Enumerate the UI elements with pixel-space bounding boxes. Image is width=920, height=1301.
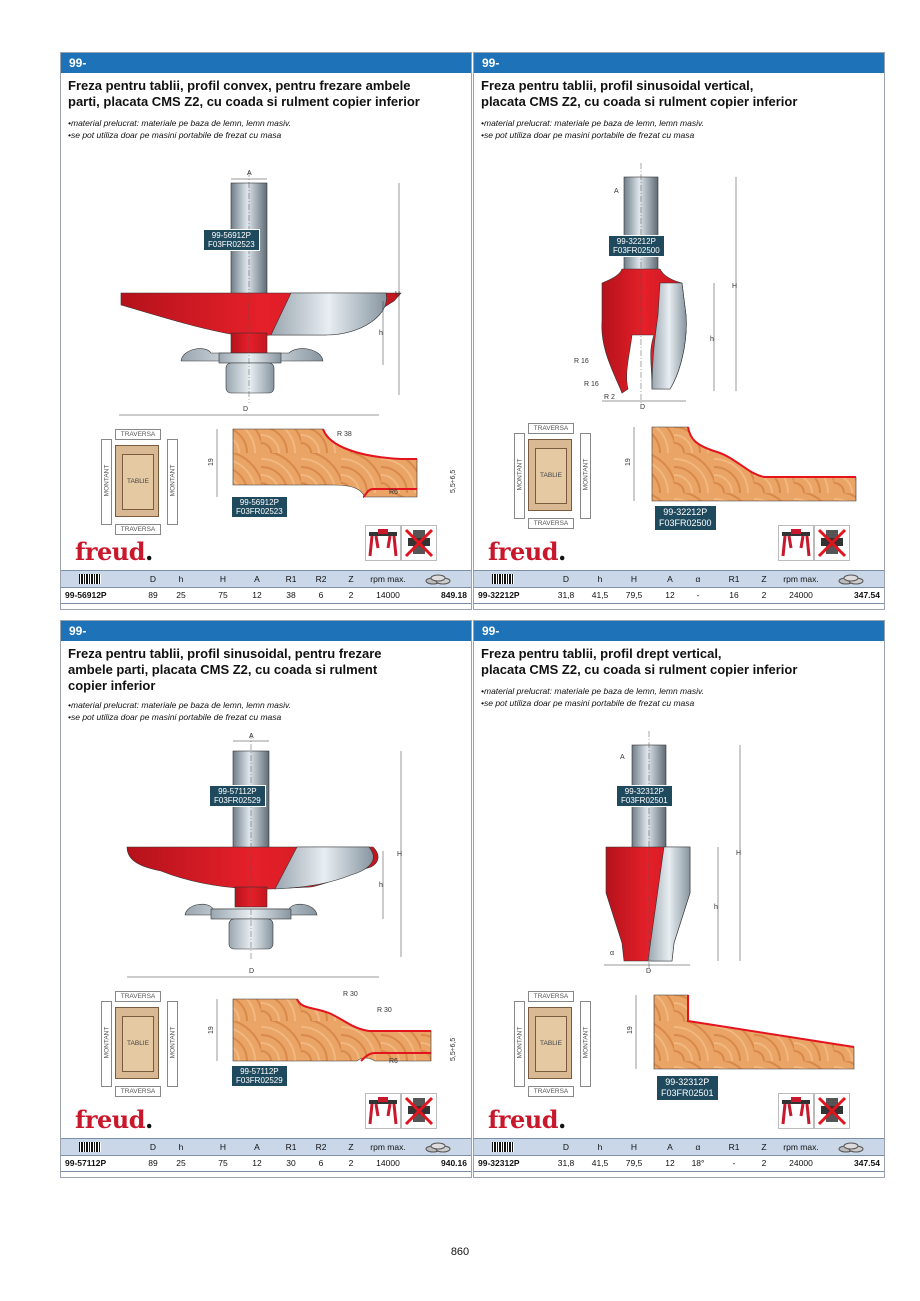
svg-text:D: D — [243, 406, 249, 413]
product-code-tag: 99-32312P F03FR02501 — [656, 1075, 719, 1101]
spec-row: 99-56912P 89 25 75 12 38 6 2 14000 849.18 — [61, 588, 471, 604]
product-code-tag: 99-57112P F03FR02529 — [209, 785, 266, 807]
svg-text:5,5÷6,5: 5,5÷6,5 — [450, 469, 457, 493]
category-bar: 99- — [61, 621, 471, 641]
board-icon: TABLIE — [115, 445, 159, 517]
svg-text:R 16: R 16 — [574, 358, 589, 365]
svg-text:R 2: R 2 — [604, 394, 615, 401]
price-icon — [425, 574, 451, 585]
no-handheld-router-icon — [401, 525, 437, 561]
svg-text:R 38: R 38 — [337, 431, 352, 438]
svg-text:A: A — [249, 733, 254, 740]
category-bar: 99- — [474, 53, 884, 73]
svg-text:α: α — [610, 950, 615, 957]
freud-logo: freud. — [75, 537, 153, 566]
product-panel-99-57112P: 99- Freza pentru tablii, profil sinusoidal, pentru frezare ambele parti, placata CMS Z2, cu coada si rulment copier inferior • material prelucrat: materiale pe baza de lemn, lemn masiv. • se pot utiliza doar pe masini portabile de frezat cu masa A H h D 19 R 30 R 30 R6 5,5÷6,5 99-57112P F03FR02529 99-57112P F03FR02529 TRAVERSA MONTANT TABLIE MONTANT TRAVERSA freud. D h H A R1 R2 Z rpm max. 99-57112P 89 25 75 12 30 6 2 14000 940.16 — [60, 620, 472, 1178]
svg-text:R6: R6 — [389, 1058, 398, 1065]
product-panel-99-32312P: 99- Freza pentru tablii, profil drept vertical, placata CMS Z2, cu coada si rulment copier inferior • material prelucrat: materiale pe baza de lemn, lemn masiv. • se pot utiliza doar pe masini portabile de frezat cu masa A H h D α 19 99-32312P F03FR02501 99-32312P F03FR02501 TRAVERSA MONTANT TABLIE MONTANT TRAVERSA freud. D h H A α R1 Z rpm max. 99-32312P 31,8 41,5 79,5 12 18° - 2 24000 347.54 — [473, 620, 885, 1178]
freud-logo: freud. — [75, 1105, 153, 1134]
panel-joint-diagram: TRAVERSA MONTANT TABLIE MONTANT TRAVERSA — [101, 427, 177, 535]
product-code-tag: 99-57112P F03FR02529 — [231, 1065, 288, 1087]
no-handheld-router-icon — [814, 1093, 850, 1129]
svg-text:D: D — [646, 968, 652, 975]
svg-text:H: H — [395, 291, 401, 298]
product-title: Freza pentru tablii, profil drept vertical, placata CMS Z2, cu coada si rulment copier inferior — [481, 646, 798, 677]
product-code-tag: 99-32312P F03FR02501 — [616, 785, 673, 807]
svg-text:A: A — [620, 754, 625, 761]
svg-text:19: 19 — [627, 1026, 634, 1034]
svg-text:19: 19 — [208, 458, 215, 466]
svg-text:19: 19 — [625, 458, 632, 466]
svg-text:H: H — [736, 850, 742, 857]
svg-text:R6: R6 — [389, 489, 398, 496]
spec-row: 99-57112P 89 25 75 12 30 6 2 14000 940.16 — [61, 1156, 471, 1172]
product-notes: • material prelucrat: materiale pe baza de lemn, lemn masiv. • se pot utiliza doar pe masini portabile de frezat cu masa — [481, 685, 877, 709]
product-notes: • material prelucrat: materiale pe baza de lemn, lemn masiv. • se pot utiliza doar pe masini portabile de frezat cu masa — [68, 699, 464, 723]
product-title: Freza pentru tablii, profil sinusoidal vertical, placata CMS Z2, cu coada si rulment copier inferior — [481, 78, 798, 109]
freud-logo: freud. — [488, 537, 566, 566]
barcode-icon — [79, 574, 101, 584]
no-handheld-router-icon — [401, 1093, 437, 1129]
svg-text:19: 19 — [208, 1026, 215, 1034]
svg-text:A: A — [247, 170, 252, 177]
panel-joint-diagram: TRAVERSA MONTANT TABLIE MONTANT TRAVERSA — [101, 989, 177, 1097]
svg-text:h: h — [379, 882, 383, 889]
freud-logo: freud. — [488, 1105, 566, 1134]
router-table-icon — [365, 525, 401, 561]
svg-text:h: h — [710, 336, 714, 343]
spec-row: 99-32212P 31,8 41,5 79,5 12 - 16 2 24000 347.54 — [474, 588, 884, 604]
product-code-tag: 99-32212P F03FR02500 — [654, 505, 717, 531]
page-number: 860 — [450, 1246, 470, 1258]
router-table-icon — [778, 1093, 814, 1129]
svg-text:H: H — [397, 851, 403, 858]
panel-joint-diagram: TRAVERSA MONTANT TABLIE MONTANT TRAVERSA — [514, 989, 590, 1097]
svg-text:h: h — [379, 330, 383, 337]
price-icon — [425, 1142, 451, 1153]
svg-text:h: h — [714, 904, 718, 911]
product-notes: • material prelucrat: materiale pe baza de lemn, lemn masiv. • se pot utiliza doar pe masini portabile de frezat cu masa — [481, 117, 877, 141]
product-code-tag: 99-32212P F03FR02500 — [608, 235, 665, 257]
svg-text:D: D — [640, 404, 646, 411]
svg-text:H: H — [732, 283, 738, 290]
spec-row: 99-32312P 31,8 41,5 79,5 12 18° - 2 24000 347.54 — [474, 1156, 884, 1172]
product-code-tag: 99-56912P F03FR02523 — [203, 229, 260, 251]
product-panel-99-32212P: 99- Freza pentru tablii, profil sinusoidal vertical, placata CMS Z2, cu coada si rulment copier inferior • material prelucrat: materiale pe baza de lemn, lemn masiv. • se pot utiliza doar pe masini portabile de frezat cu masa A H h D R 16 R 16 R 2 19 99-32212P F03FR02500 99-32212P F03FR02500 TRAVERSA MONTANT TABLIE MONTANT TRAVERSA freud. D h H A α R1 Z rpm max. 99-32212P 31,8 41,5 79,5 12 - 16 2 24000 347.54 — [473, 52, 885, 610]
svg-text:5,5÷6,5: 5,5÷6,5 — [450, 1037, 457, 1061]
svg-text:R 16: R 16 — [584, 381, 599, 388]
product-panel-99-56912P: 99- Freza pentru tablii, profil convex, pentru frezare ambele parti, placata CMS Z2, cu coada si rulment copier inferior • material prelucrat: materiale pe baza de lemn, lemn masiv. • se pot utiliza doar pe masini portabile de frezat cu masa A H h D 19 R 38 R6 5,5÷6,5 99-56912P F03FR02523 99-56912P F03FR02523 TRAVERSA MONTANT TABLIE MONTANT TRAVERSA freud. D h H A R1 R2 Z rpm max. 99-56912P 89 25 75 12 38 6 2 14000 849.18 — [60, 52, 472, 610]
no-handheld-router-icon — [814, 525, 850, 561]
board-icon: TABLIE — [528, 1007, 572, 1079]
svg-text:R 30: R 30 — [343, 991, 358, 998]
product-title: Freza pentru tablii, profil sinusoidal, pentru frezare ambele parti, placata CMS Z2, cu coada si rulment copier inferior — [68, 646, 382, 693]
price-icon — [838, 1142, 864, 1153]
product-notes: • material prelucrat: materiale pe baza de lemn, lemn masiv. • se pot utiliza doar pe masini portabile de frezat cu masa — [68, 117, 464, 141]
category-bar: 99- — [474, 621, 884, 641]
panel-joint-diagram: TRAVERSA MONTANT TABLIE MONTANT TRAVERSA — [514, 421, 590, 529]
product-title: Freza pentru tablii, profil convex, pentru frezare ambele parti, placata CMS Z2, cu coada si rulment copier inferior — [68, 78, 420, 109]
category-bar: 99- — [61, 53, 471, 73]
board-icon: TABLIE — [528, 439, 572, 511]
board-icon: TABLIE — [115, 1007, 159, 1079]
router-table-icon — [778, 525, 814, 561]
barcode-icon — [79, 1142, 101, 1152]
barcode-icon — [492, 574, 514, 584]
barcode-icon — [492, 1142, 514, 1152]
svg-text:A: A — [614, 188, 619, 195]
product-code-tag: 99-56912P F03FR02523 — [231, 496, 288, 518]
router-table-icon — [365, 1093, 401, 1129]
svg-text:R 30: R 30 — [377, 1007, 392, 1014]
svg-text:D: D — [249, 968, 255, 975]
price-icon — [838, 574, 864, 585]
